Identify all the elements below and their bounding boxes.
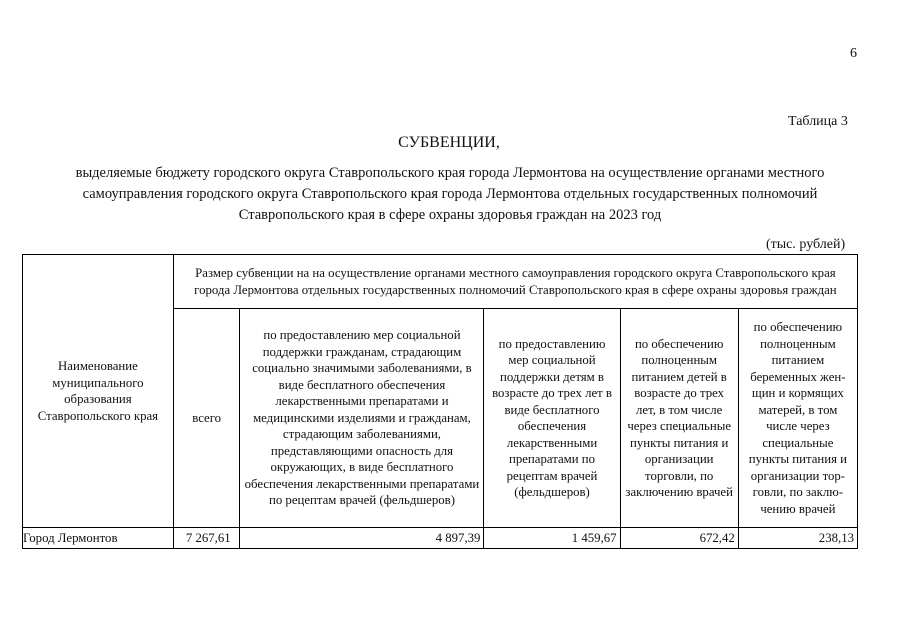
header-subvention-size: Размер субвенции на на осуществление органами местного самоуправления городского округа Ставропольского края города Лермонтова отдельных государственных полномочий Ставропольского края в сфере охраны здоровья граждан <box>173 255 857 309</box>
table-row <box>23 528 858 549</box>
header-municipality: Наименование муниципального образования Ставропольского края <box>23 255 174 528</box>
document-title: СУБВЕНЦИИ, <box>398 134 500 151</box>
header-row <box>23 255 858 309</box>
row-municipality: Город Лермонтов <box>23 528 174 549</box>
cell-children-medicines: 1 459,67 <box>484 528 620 549</box>
header-total: всего <box>173 309 240 528</box>
header-social-diseases: по предоставлению мер социальной поддержки гражданам, страдающим социально значимыми заболеваниями, в виде бесплатного обеспечения лекарственными препаратами и медицинскими изделиями и гражданам, страдающим заболеваниями, представляющими опасность для окружающих, в виде бесплатного обеспечения лекарственными препаратами по рецептам врачей (фельдшеров) <box>240 309 484 528</box>
subtitle-line: Ставропольского края в сфере охраны здоровья граждан на 2023 год <box>238 207 662 223</box>
subtitle-line: самоуправления городского округа Ставропольского края города Лермонтова отдельных государственных полномочий <box>82 186 818 202</box>
cell-social-diseases: 4 897,39 <box>240 528 484 549</box>
header-children-medicines: по предоставлению мер социальной поддержки детям в возрасте до трех лет в виде бесплатного обеспечения лекарственными препаратами по рецептам врачей (фельдшеров) <box>484 309 620 528</box>
document-subtitle <box>30 163 870 226</box>
subventions-table <box>22 254 858 549</box>
page-number: 6 <box>850 46 857 61</box>
cell-children-nutrition: 672,42 <box>620 528 738 549</box>
unit-label: (тыс. рублей) <box>766 237 846 252</box>
header-children-nutrition: по обеспечению полноценным питанием детей в возрасте до трех лет, в том числе через специальные пункты питания и организации торговли, по заключению врачей <box>620 309 738 528</box>
cell-pregnant-nutrition: 238,13 <box>738 528 857 549</box>
cell-total: 7 267,61 <box>173 528 240 549</box>
table-label: Таблица 3 <box>788 114 848 129</box>
subtitle-line: выделяемые бюджету городского округа Ставропольского края города Лермонтова на осуществление органами местного <box>75 165 825 181</box>
header-pregnant-nutrition: по обеспечению полноценным питанием беременных жен-щин и кормящих матерей, в том числе через специальные пункты питания и организации тор-говли, по заклю-чению врачей <box>738 309 857 528</box>
